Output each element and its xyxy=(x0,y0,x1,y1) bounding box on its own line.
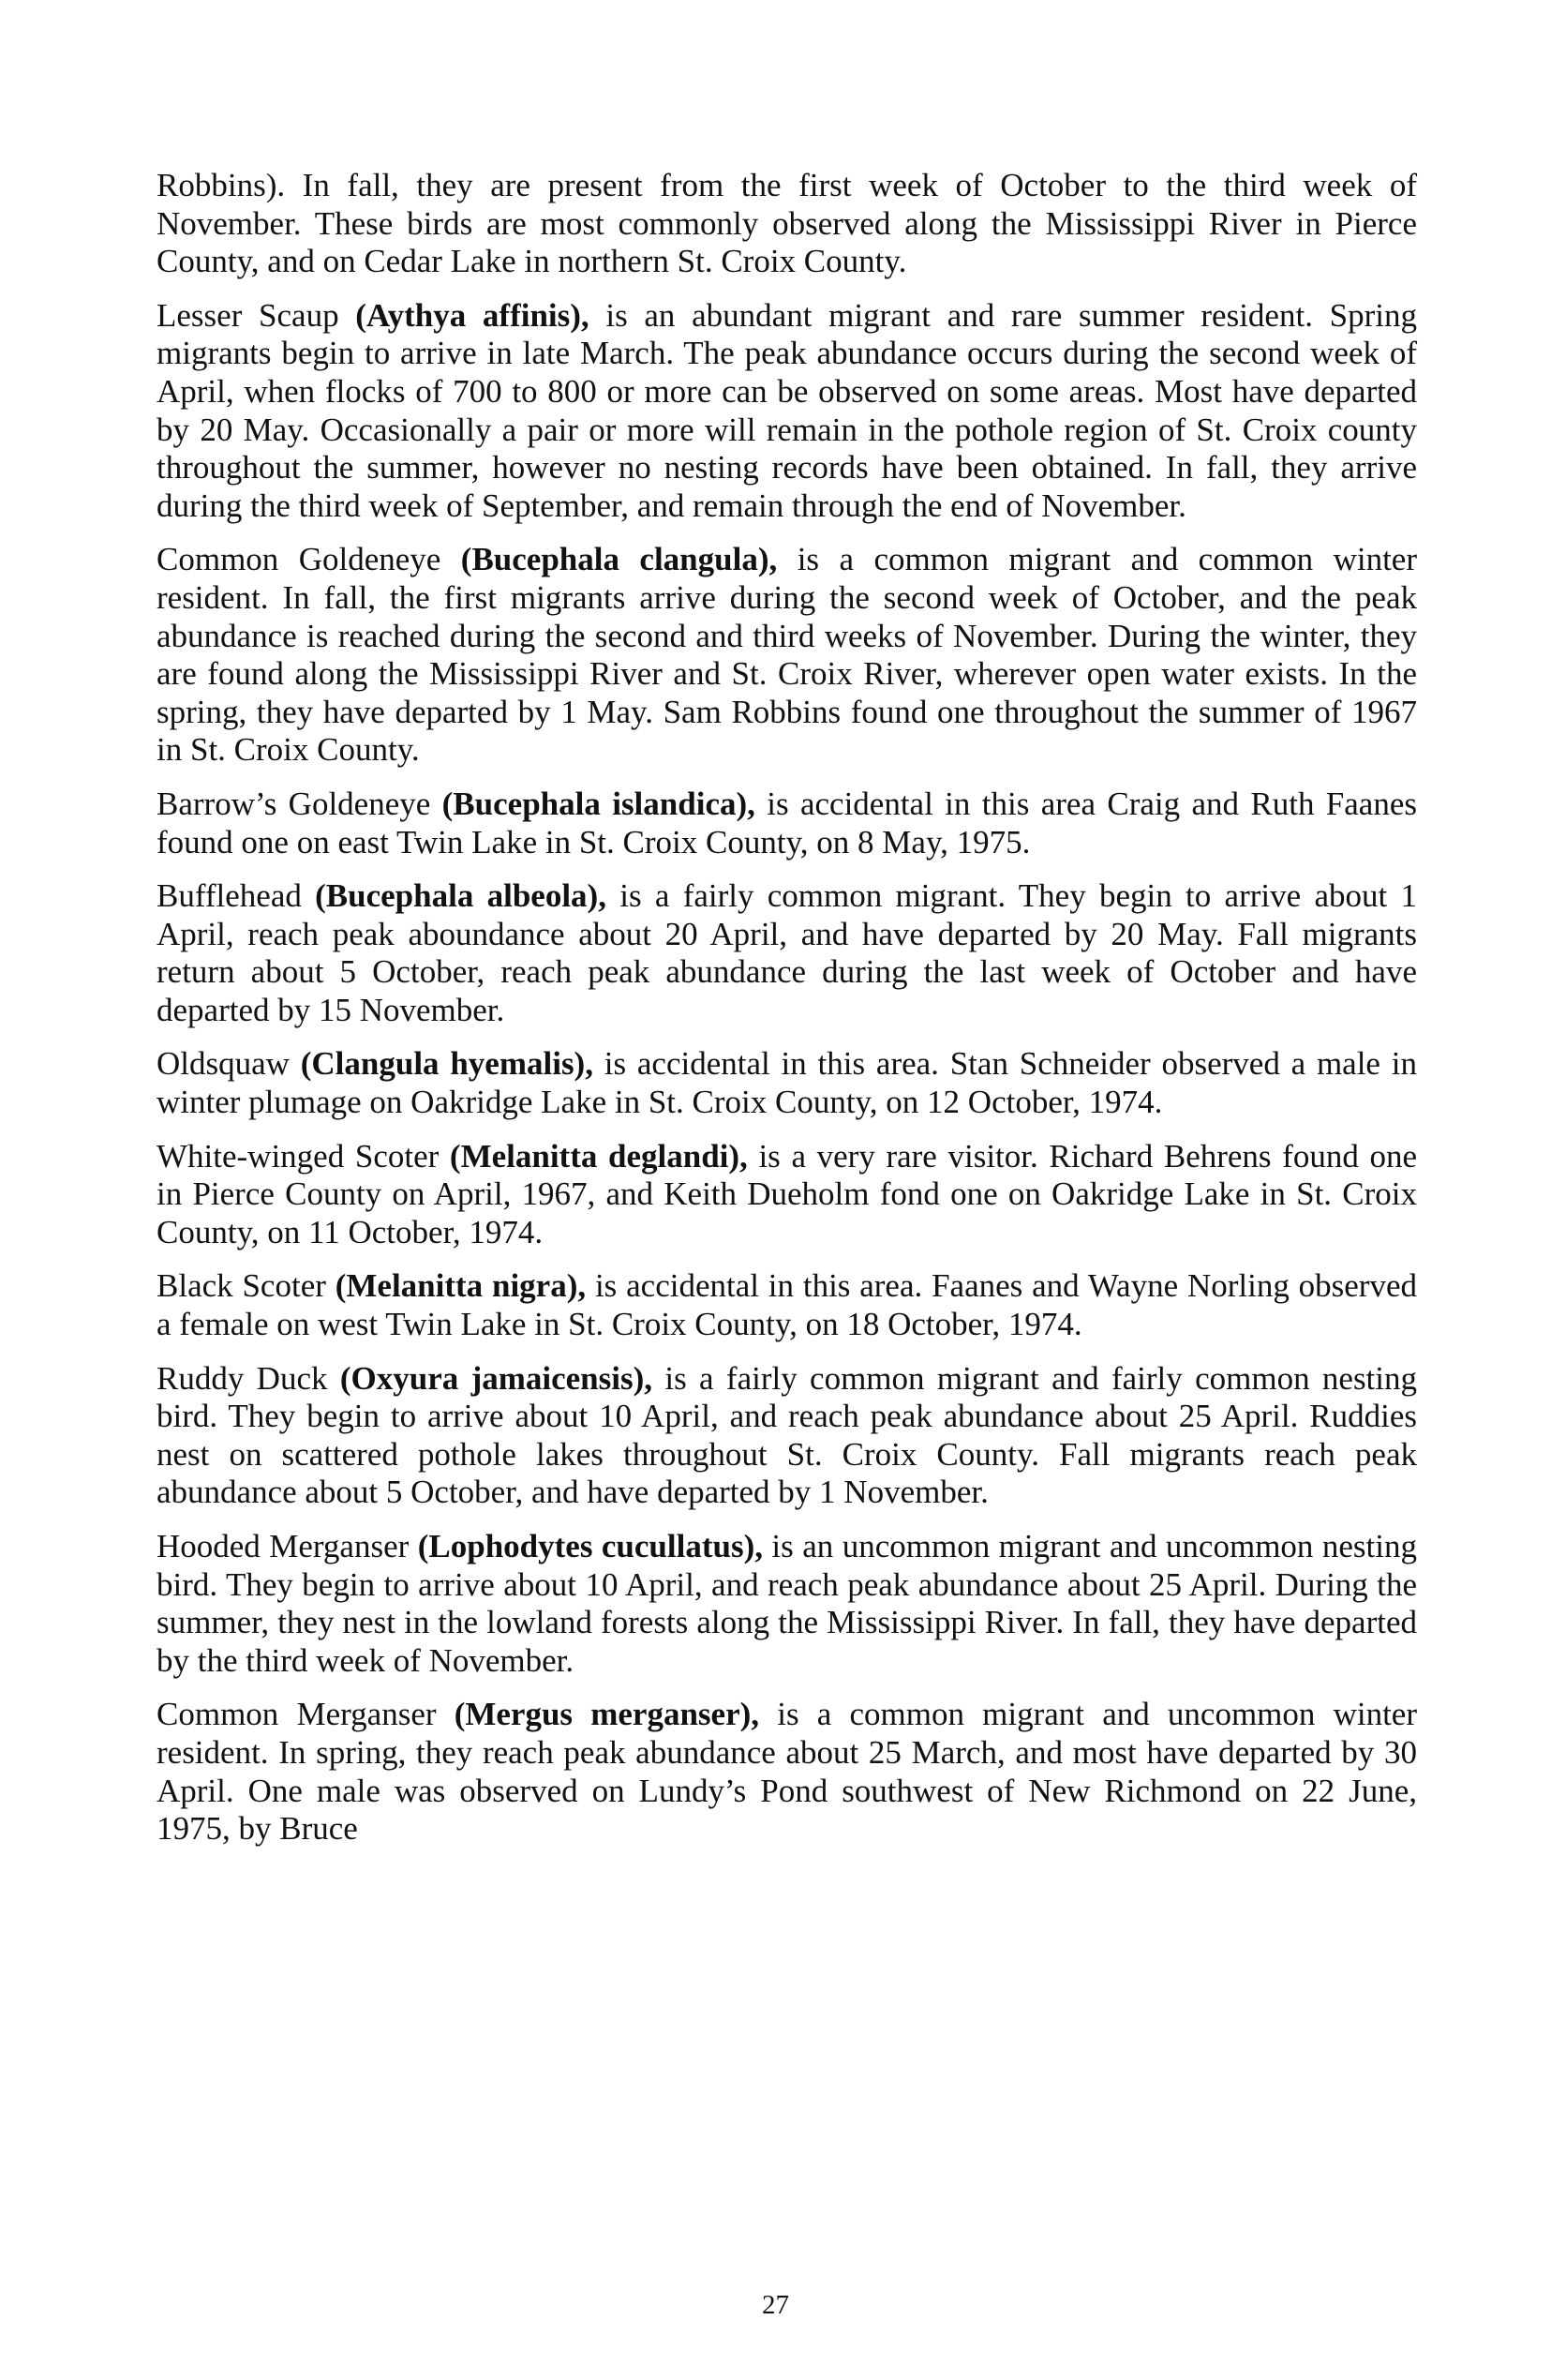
species-entry xyxy=(157,1138,1417,1252)
entry-description: is a very rare visitor. Richard Behrens found one in Pierce County on April, 1967, and Keith Dueholm fond one on Oakridge Lake in St. Croix County, on 11 October, 1974. xyxy=(157,1137,1418,1250)
entry-text: Robbins). In fall, they are present from the first week of October to the third week of November. These birds are most commonly observed along the Mississippi River in Pierce County, and on Cedar Lake in northern St. Croix County. xyxy=(157,167,1417,280)
species-entry xyxy=(157,167,1417,281)
species-entry xyxy=(157,297,1417,526)
page-number: 27 xyxy=(762,2290,789,2320)
scientific-name: (Oxyura jamaicensis), xyxy=(339,1359,653,1397)
species-entry xyxy=(157,1360,1417,1512)
common-name: Ruddy Duck xyxy=(157,1359,340,1397)
common-name: Bufflehead xyxy=(157,877,316,915)
common-name: Common Goldeneye xyxy=(157,541,461,578)
common-name: Hooded Merganser xyxy=(157,1528,418,1564)
species-entry xyxy=(157,1045,1417,1121)
species-entry xyxy=(157,1267,1417,1343)
scientific-name: (Aythya affinis), xyxy=(355,296,589,334)
common-name: Common Merganser xyxy=(157,1696,455,1733)
entry-description: is accidental in this area Craig and Ruth Faanes found one on east Twin Lake in St. Croix County, on 8 May, 1975. xyxy=(157,785,1418,861)
entry-description: is an uncommon migrant and uncommon nesting bird. They begin to arrive about 10 April, and reach peak abundance about 25 April. During the summer, they nest in the lowland forests along the Mississippi River. In fall, they have departed by the third week of November. xyxy=(157,1528,1417,1679)
scientific-name: (Bucephala albeola), xyxy=(315,877,606,915)
scientific-name: (Melanitta nigra), xyxy=(335,1267,587,1305)
species-entry xyxy=(157,786,1417,861)
scientific-name: (Lophodytes cucullatus), xyxy=(417,1528,763,1564)
species-entry xyxy=(157,877,1417,1029)
scientific-name: (Clangula hyemalis), xyxy=(300,1045,593,1083)
common-name: Oldsquaw xyxy=(157,1045,301,1083)
scientific-name: (Bucephala clangula), xyxy=(460,541,778,578)
entry-description: is a common migrant and common winter resident. In fall, the first migrants arrive during the second week of October, and the peak abundance is reached during the second and third weeks of November. During the winter, they are found along the Mississippi River and St. Croix River, wherever open water exists. In the spring, they have departed by 1 May. Sam Robbins found one throughout the summer of 1967 in St. Croix County. xyxy=(157,541,1418,769)
species-accounts xyxy=(157,167,1417,1864)
entry-description: is an abundant migrant and rare summer resident. Spring migrants begin to arrive in late March. The peak abundance occurs during the second week of April, when flocks of 700 to 800 or more can be observed on some areas. Most have departed by 20 May. Occasionally a pair or more will remain in the pothole region of St. Croix county throughout the summer, however no nesting records have been obtained. In fall, they arrive during the third week of September, and remain through the end of November. xyxy=(157,296,1417,524)
entry-description: is a fairly common migrant and fairly common nesting bird. They begin to arrive about 10 April, and reach peak abundance about 25 April. Ruddies nest on scattered pothole lakes throughout St. Croix County. Fall migrants reach peak abundance about 5 October, and have departed by 1 November. xyxy=(157,1359,1418,1511)
species-entry xyxy=(157,541,1417,770)
entry-description: is accidental in this area. Faanes and Wayne Norling observed a female on west Twin Lake in St. Croix County, on 18 October, 1974. xyxy=(157,1267,1417,1343)
species-entry xyxy=(157,1528,1417,1680)
scientific-name: (Mergus merganser), xyxy=(454,1696,760,1733)
entry-description: is a common migrant and uncommon winter resident. In spring, they reach peak abundance about 25 March, and most have departed by 30 April. One male was observed on Lundy’s Pond southwest of New Richmond on 22 June, 1975, by Bruce xyxy=(157,1696,1417,1848)
entry-description: is accidental in this area. Stan Schneider observed a male in winter plumage on Oakridge Lake in St. Croix County, on 12 October, 1974. xyxy=(157,1045,1417,1121)
scientific-name: (Melanitta deglandi), xyxy=(449,1137,748,1175)
common-name: Barrow’s Goldeneye xyxy=(157,785,442,822)
common-name: Black Scoter xyxy=(157,1267,336,1305)
entry-description: is a fairly common migrant. They begin to arrive about 1 April, reach peak aboundance about 20 April, and have departed by 20 May. Fall migrants return about 5 October, reach peak abundance during the last week of October and have departed by 15 November. xyxy=(157,877,1417,1028)
scientific-name: (Bucephala islandica), xyxy=(441,785,755,822)
species-entry xyxy=(157,1696,1417,1848)
common-name: Lesser Scaup xyxy=(157,296,356,334)
common-name: White-winged Scoter xyxy=(157,1137,450,1175)
